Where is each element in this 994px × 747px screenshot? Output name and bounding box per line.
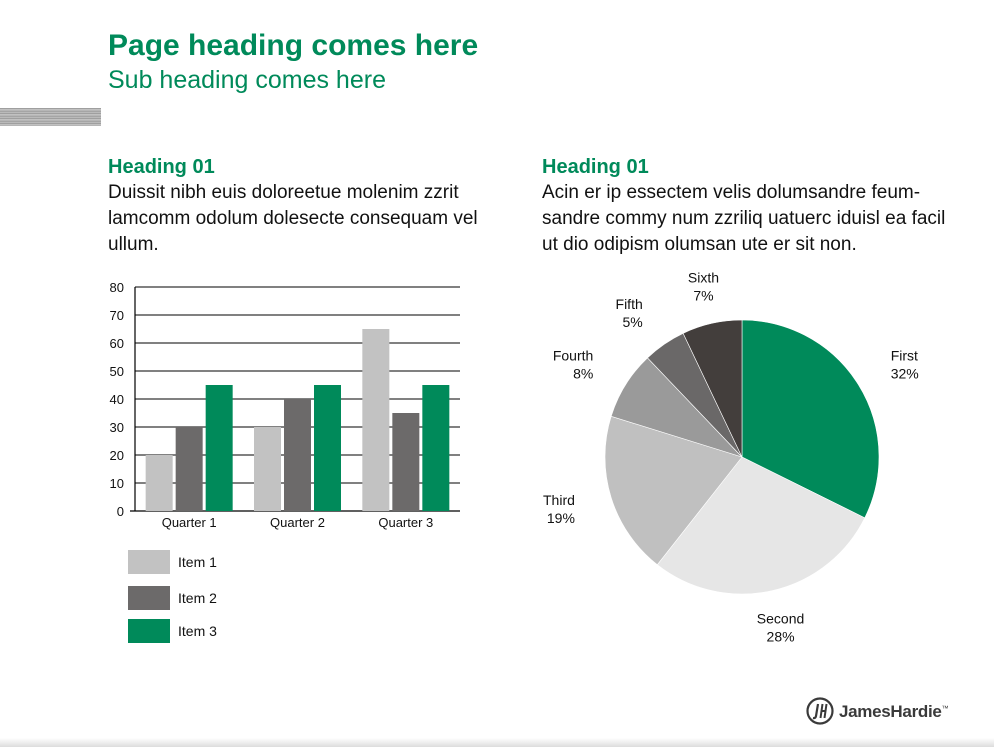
bar <box>146 455 173 511</box>
bar <box>422 385 449 511</box>
james-hardie-logo-icon <box>806 697 834 725</box>
legend-swatch <box>128 619 170 643</box>
decorative-texture-strip <box>0 108 101 126</box>
bar <box>176 427 203 511</box>
pie-slice-label: Fourth <box>552 347 594 364</box>
legend-swatch <box>128 586 170 610</box>
page-subtitle: Sub heading comes here <box>108 66 386 94</box>
legend-label: Item 3 <box>178 623 217 639</box>
bar <box>392 413 419 511</box>
pie-slice-label: Fifth <box>615 295 643 312</box>
y-tick-label: 30 <box>109 420 124 435</box>
right-column-heading: Heading 01 <box>542 156 649 178</box>
pie-slice-label: First <box>890 347 918 364</box>
legend-item <box>128 586 268 610</box>
legend-label: Item 1 <box>178 554 217 570</box>
pie-slice-percent: 28% <box>766 628 795 645</box>
bar <box>314 385 341 511</box>
pie-slice-percent: 19% <box>546 509 575 526</box>
bar <box>284 399 311 511</box>
y-tick-label: 10 <box>109 476 124 491</box>
y-tick-label: 20 <box>109 448 124 463</box>
brand-logo <box>806 697 966 727</box>
legend-swatch <box>128 550 170 574</box>
y-tick-label: 70 <box>109 308 124 323</box>
y-tick-label: 40 <box>109 392 124 407</box>
pie-slice-label: Second <box>756 610 805 627</box>
y-tick-label: 0 <box>116 504 124 519</box>
bar <box>254 427 281 511</box>
y-tick-label: 60 <box>109 336 124 351</box>
pie-slice-label: Third <box>542 491 575 508</box>
y-tick-label: 50 <box>109 364 124 379</box>
pie-slice-percent: 7% <box>693 287 714 304</box>
pie-slice-percent: 32% <box>890 365 919 382</box>
legend-item <box>128 619 268 643</box>
footer-shadow <box>0 738 994 747</box>
x-tick-label: Quarter 2 <box>270 515 325 530</box>
x-tick-label: Quarter 1 <box>161 515 217 530</box>
legend-item <box>128 550 268 574</box>
brand-name: JamesHardie™ <box>839 702 949 721</box>
bar <box>206 385 233 511</box>
pie-slice-label: Sixth <box>687 269 720 286</box>
page-title: Page heading comes here <box>108 29 479 62</box>
pie-slice-percent: 5% <box>622 313 643 330</box>
right-column-body: Acin er ip essectem velis dolumsandre feum-sandre commy num zzriliq uatuerc iduisl ea facil ut dio odipism olumsan ute er sit non. <box>542 182 946 255</box>
left-column-body: Duissit nibh euis doloreetue molenim zzrit lamcomm odolum dolesecte consequam vel ullum. <box>108 182 478 255</box>
legend-label: Item 2 <box>178 590 217 606</box>
x-tick-label: Quarter 3 <box>378 515 434 530</box>
left-column-heading: Heading 01 <box>108 156 215 178</box>
bar-chart <box>95 275 470 535</box>
y-tick-label: 80 <box>109 280 124 295</box>
bar <box>362 329 389 511</box>
pie-chart <box>542 269 935 650</box>
pie-slice-percent: 8% <box>573 365 594 382</box>
